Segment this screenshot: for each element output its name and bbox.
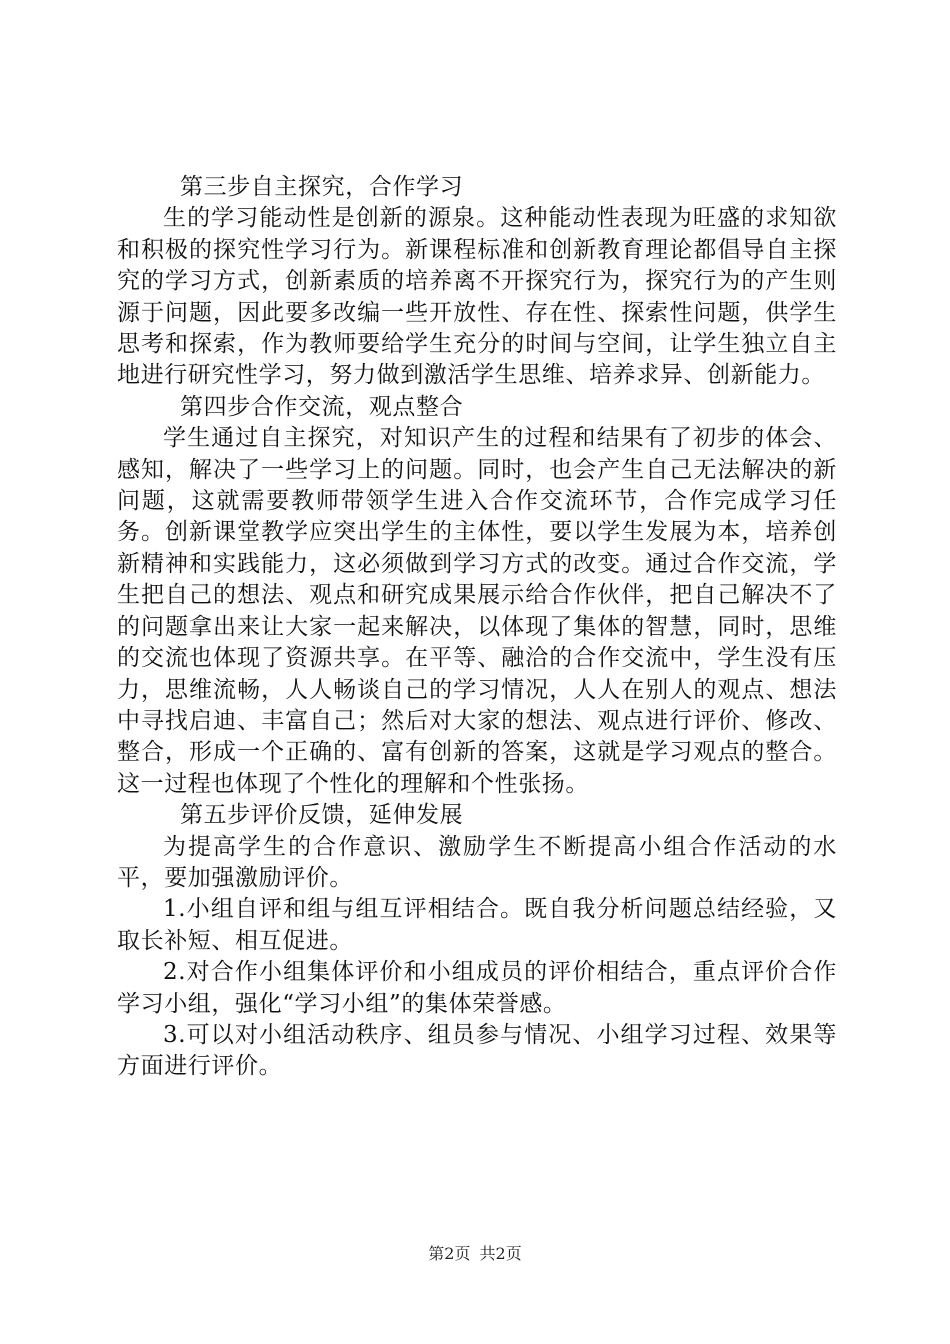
body-paragraph: 生的学习能动性是创新的源泉。这种能动性表现为旺盛的求知欲和积极的探究性学习行为。新课程标准和创新教育理论都倡导自主探究的学习方式，创新素质的培养离不开探究行为，探究行为的产生则源于问题，因此要多改编一些开放性、存在性、探索性问题，供学生思考和探索，作为教师要给学生充分的时间与空间，让学生独立自主地进行研究性学习，努力做到激活学生思维、培养求异、创新能力。: [117, 205, 837, 389]
page-number: 第2页: [428, 1244, 471, 1263]
list-item-1: 1.小组自评和组与组互评相结合。既自我分析问题总结经验，又取长补短、相互促进。: [117, 896, 837, 954]
section-heading-step4: 第四步合作交流，观点整合: [180, 393, 464, 420]
list-item-3: 3.可以对小组活动秩序、组员参与情况、小组学习过程、效果等方面进行评价。: [117, 1021, 837, 1080]
section-heading-step5: 第五步评价反馈，延伸发展: [180, 802, 464, 829]
page-total: 共2页: [479, 1244, 522, 1263]
section-heading-step3: 第三步自主探究，合作学习: [180, 174, 464, 200]
document-body: [117, 172, 837, 1083]
page-footer: [0, 1244, 950, 1264]
list-item-2: 2.对合作小组集体评价和小组成员的评价相结合，重点评价合作学习小组，强化“学习小组”的集体荣誉感。: [117, 959, 837, 1017]
body-paragraph: 为提高学生的合作意识、激励学生不断提高小组合作活动的水平，要加强激励评价。: [117, 833, 837, 891]
body-paragraph: 学生通过自主探究，对知识产生的过程和结果有了初步的体会、感知，解决了一些学习上的问题。同时，也会产生自己无法解决的新问题，这就需要教师带领学生进入合作交流环节，合作完成学习任务。创新课堂教学应突出学生的主体性，要以学生发展为本，培养创新精神和实践能力，这必须做到学习方式的改变。通过合作交流，学生把自己的想法、观点和研究成果展示给合作伙伴，把自己解决不了的问题拿出来让大家一起来解决，以体现了集体的智慧，同时，思维的交流也体现了资源共享。在平等、融洽的合作交流中，学生没有压力，思维流畅，人人畅谈自己的学习情况，人人在别人的观点、想法中寻找启迪、丰富自己；然后对大家的想法、观点进行评价、修改、整合，形成一个正确的、富有创新的答案，这就是学习观点的整合。这一过程也体现了个性化的理解和个性张扬。: [117, 425, 837, 797]
